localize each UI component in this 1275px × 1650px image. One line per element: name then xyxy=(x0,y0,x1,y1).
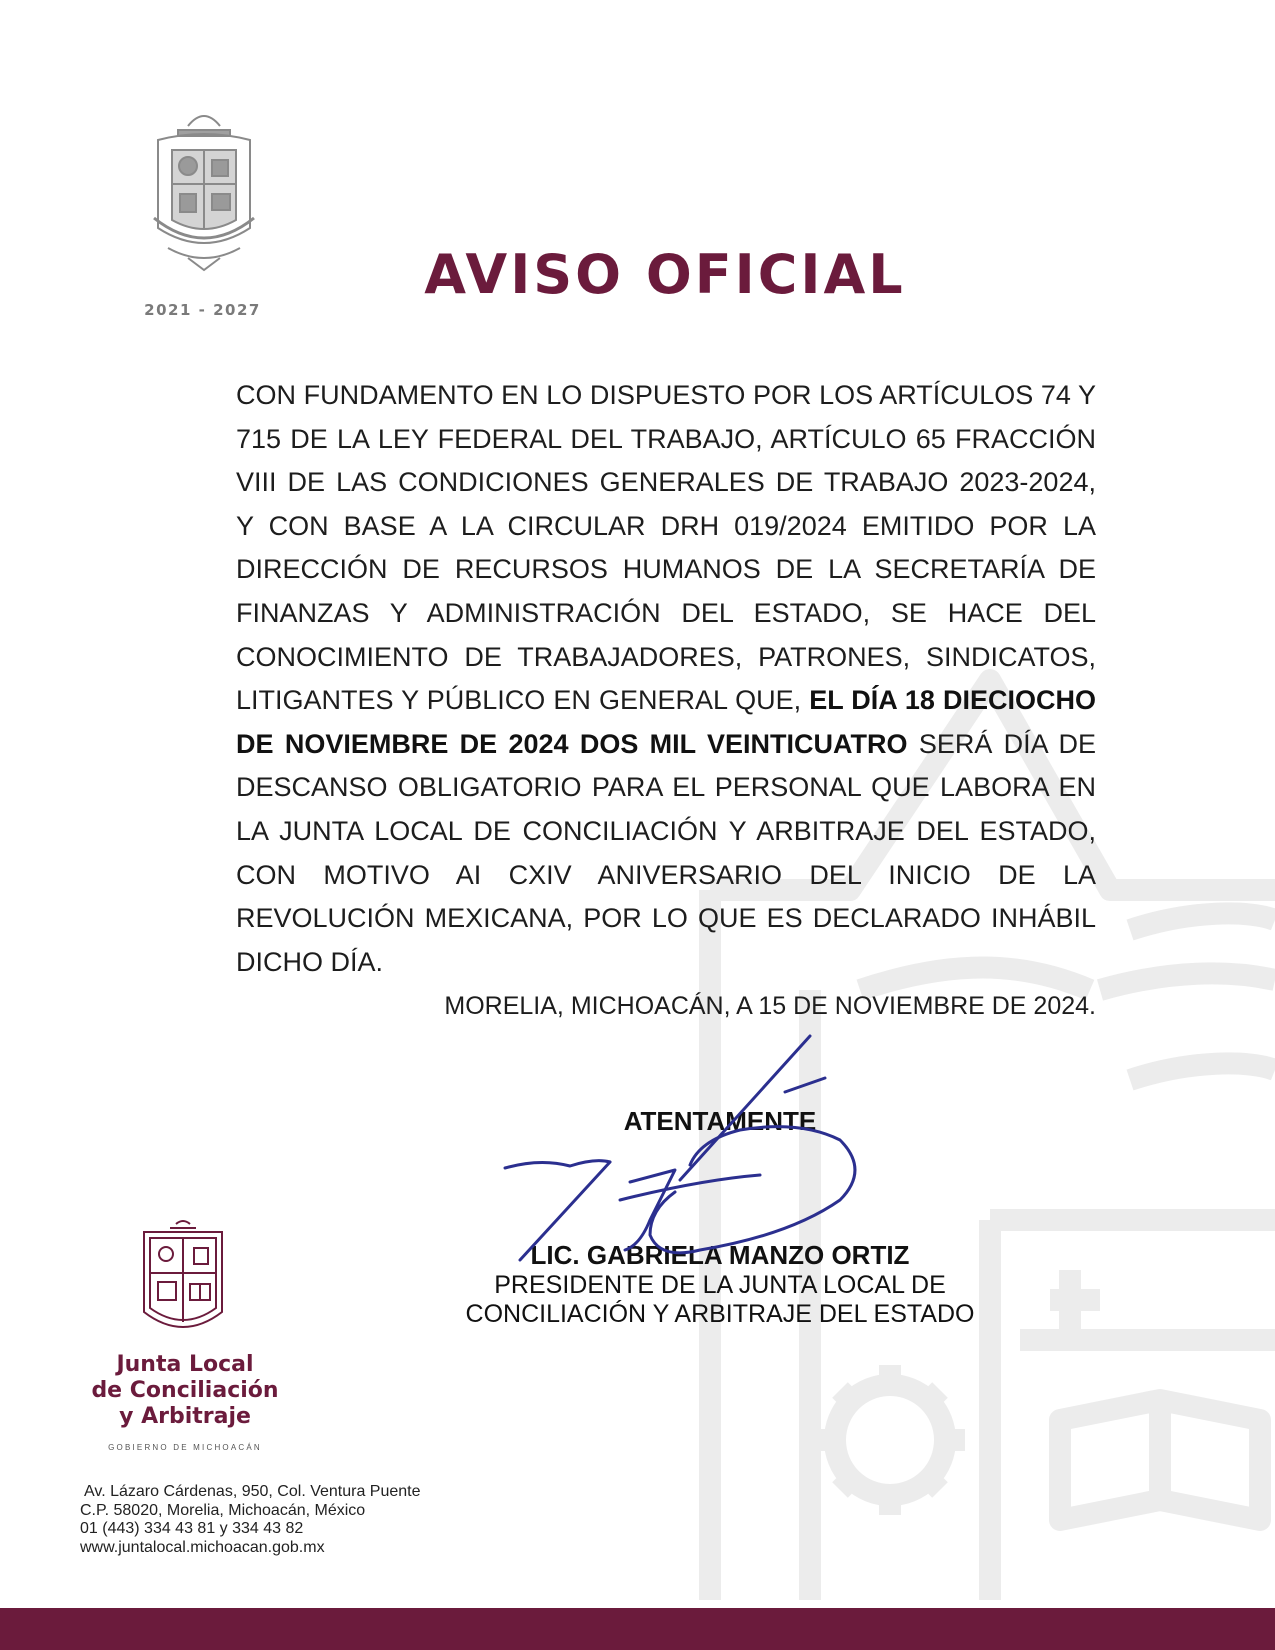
notice-text-bold-date: EL DÍA 18 DIECIOCHO DE NOVIEMBRE DE 2024 DOS MIL VEINTICUATRO xyxy=(236,685,1096,759)
address-line2: C.P. 58020, Morelia, Michoacán, México xyxy=(80,1501,366,1519)
footer-bar xyxy=(0,1608,1275,1650)
institution-shield-logo xyxy=(140,1218,226,1342)
closing-salutation: ATENTAMENTE xyxy=(623,1106,817,1136)
institution-name-line3: y Arbitraje xyxy=(119,1404,251,1429)
page-title: AVISO OFICIAL xyxy=(424,243,906,306)
state-coat-of-arms-logo xyxy=(148,108,260,278)
notice-text-part2: SERÁ DÍA DE DESCANSO OBLIGATORIO PARA EL PERSONAL QUE LABORA EN LA JUNTA LOCAL DE CONCILIACIÓN Y ARBITRAJE DEL ESTADO, CON MOTIVO AI CXIV ANIVERSARIO DEL INICIO DE LA REVOLUCIÓN MEXICANA, POR LO QUE ES DECLARADO INHÁBIL DICHO DÍA. xyxy=(236,728,1096,977)
address-line1: Av. Lázaro Cárdenas, 950, Col. Ventura Puente xyxy=(84,1483,421,1500)
signer-name: LIC. GABRIELA MANZO ORTIZ xyxy=(530,1240,910,1270)
contact-info xyxy=(80,1483,500,1557)
institution-name xyxy=(80,1352,290,1430)
signer-role-line1: PRESIDENTE DE LA JUNTA LOCAL DE xyxy=(494,1271,946,1299)
handwritten-signature xyxy=(500,1030,910,1270)
phone-numbers: 01 (443) 334 43 81 y 334 43 82 xyxy=(80,1520,304,1537)
institution-subtitle: GOBIERNO DE MICHOACÁN xyxy=(108,1443,262,1452)
institution-name-line2: de Conciliación xyxy=(91,1378,279,1403)
institution-name-line1: Junta Local xyxy=(116,1352,254,1377)
notice-text-part1: CON FUNDAMENTO EN LO DISPUESTO POR LOS ARTÍCULOS 74 Y 715 DE LA LEY FEDERAL DEL TRABAJO, ARTÍCULO 65 FRACCIÓN VIII DE LAS CONDICIONES GENERALES DE TRABAJO 2023-2024, Y CON BASE A LA CIRCULAR DRH 019/2024 EMITIDO POR LA DIRECCIÓN DE RECURSOS HUMANOS DE LA SECRETARÍA DE FINANZAS Y ADMINISTRACIÓN DEL ESTADO, SE HACE DEL CONOCIMIENTO DE TRABAJADORES, PATRONES, SINDICATOS, LITIGANTES Y PÚBLICO EN GENERAL QUE, xyxy=(236,380,1096,716)
website-link[interactable]: www.juntalocal.michoacan.gob.mx xyxy=(80,1538,325,1556)
signer-role-line2: CONCILIACIÓN Y ARBITRAJE DEL ESTADO xyxy=(465,1300,975,1328)
place-and-date: MORELIA, MICHOACÁN, A 15 DE NOVIEMBRE DE 2024. xyxy=(444,992,1096,1020)
seal-years: 2021 - 2027 xyxy=(144,301,261,319)
signer-role xyxy=(420,1271,1020,1329)
notice-body xyxy=(236,374,1096,984)
